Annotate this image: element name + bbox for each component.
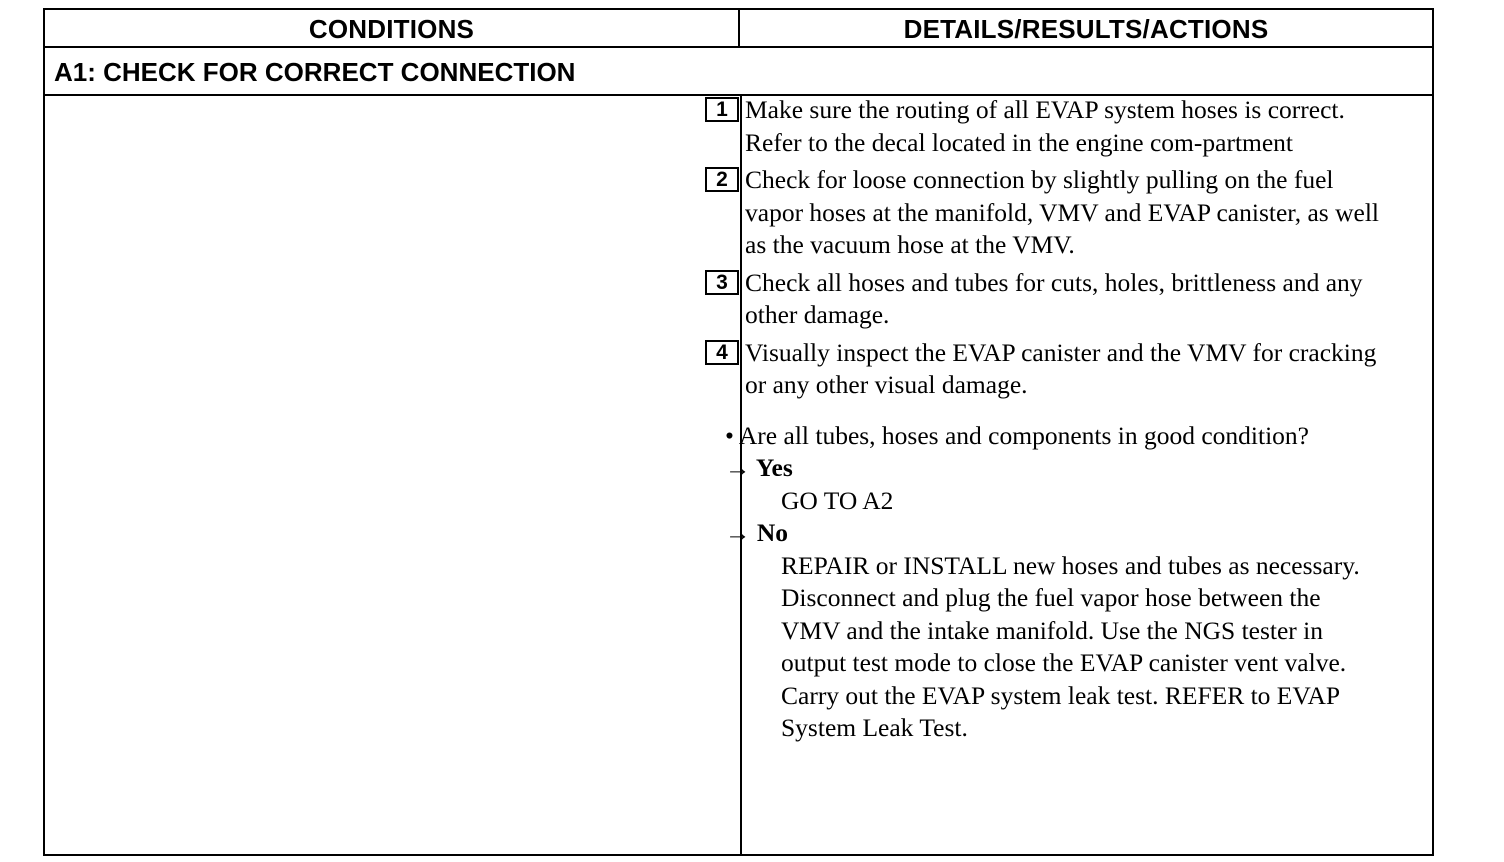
step-3 xyxy=(705,267,1385,332)
step-text: Make sure the routing of all EVAP system hoses is correct. Refer to the decal located in the engine com-partment xyxy=(745,95,1345,157)
answer-yes-action: GO TO A2 xyxy=(781,485,894,515)
step-text: Check all hoses and tubes for cuts, holes, brittleness and any other damage. xyxy=(745,267,1363,329)
step-text: Visually inspect the EVAP canister and the VMV for cracking or any other visual damage. xyxy=(745,337,1377,399)
step-4 xyxy=(705,337,1385,402)
step-text: Check for loose connection by slightly pulling on the fuel vapor hoses at the manifold, VMV and EVAP canister, as well as the vacuum hose at the VMV. xyxy=(745,165,1380,259)
question-text: • Are all tubes, hoses and components in good condition? xyxy=(725,420,1309,450)
answer-yes xyxy=(705,452,1385,485)
answer-label: → No xyxy=(725,518,789,547)
answer-no xyxy=(705,517,1385,550)
conditions-column-header: CONDITIONS xyxy=(45,10,740,48)
details-column-header: DETAILS/RESULTS/ACTIONS xyxy=(903,13,1269,44)
step-number: 4 xyxy=(705,340,739,365)
conditions-cell xyxy=(45,96,740,854)
step-1 xyxy=(705,94,1385,159)
step-number: 3 xyxy=(705,270,739,295)
details-cell xyxy=(705,94,1385,745)
answer-no-action: REPAIR or INSTALL new hoses and tubes as necessary. Disconnect and plug the fuel vapor hose between the VMV and the intake manifold. Use the NGS tester in output test mode to close the EVAP canister vent valve. Carry out the EVAP system leak test. REFER to EVAP System Leak Test. xyxy=(781,550,1360,742)
answer-label: → Yes xyxy=(725,453,793,482)
step-2 xyxy=(705,164,1385,262)
step-number: 1 xyxy=(705,97,739,122)
step-number: 2 xyxy=(705,167,739,192)
section-title: A1: CHECK FOR CORRECT CONNECTION xyxy=(54,56,576,87)
